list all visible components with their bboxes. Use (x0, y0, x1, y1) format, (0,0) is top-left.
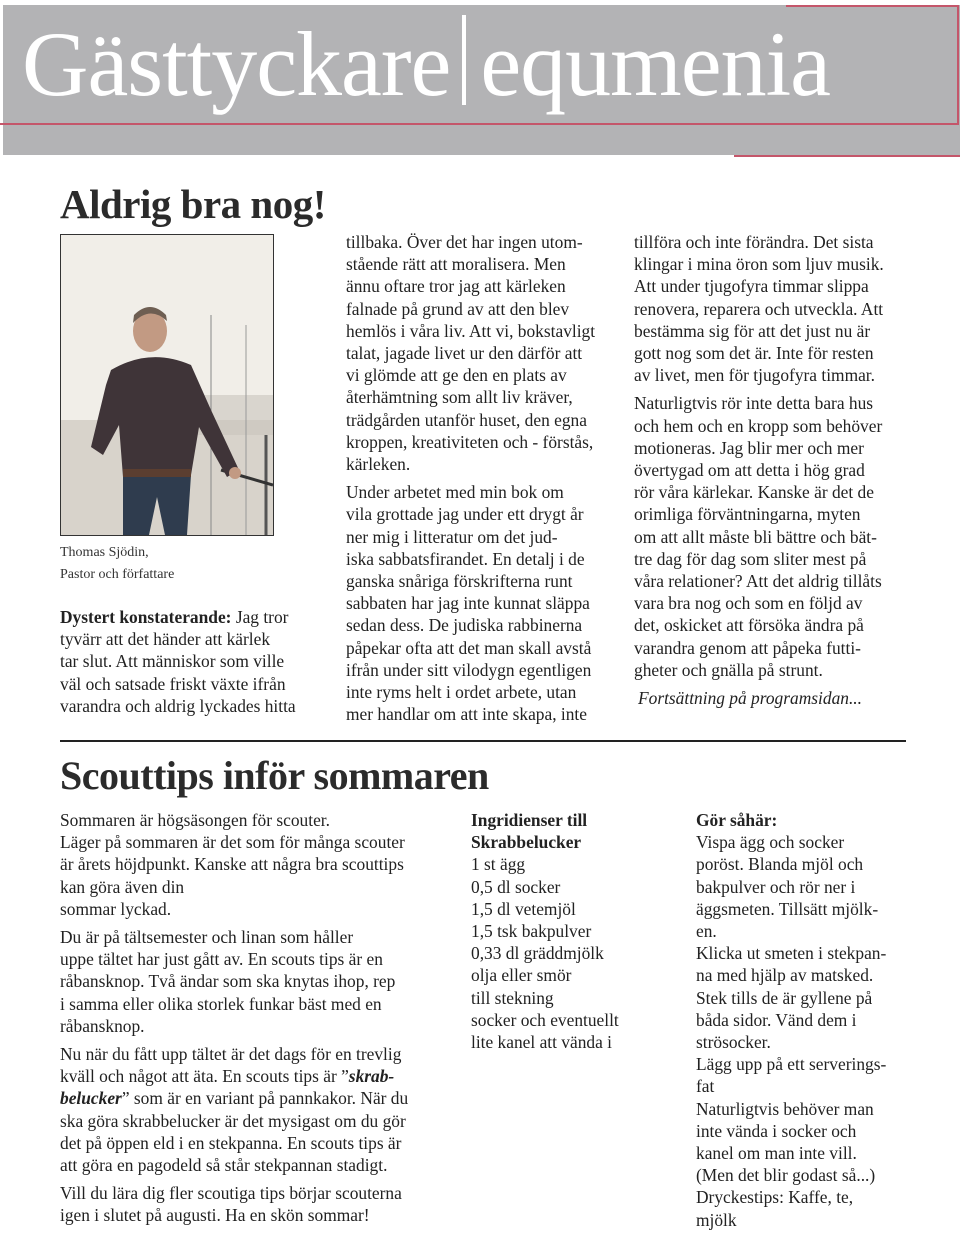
continued-note: Fortsättning på programsidan... (638, 688, 863, 709)
column-2-line: kärleken. (346, 454, 411, 475)
column-3-line: av livet, men för tjugofyra timmar. (634, 365, 875, 386)
header-red-rule (0, 123, 958, 125)
scout-line: Sommaren är högsäsongen för scouter. (60, 810, 330, 830)
column-2-paragraph-1 (346, 231, 626, 475)
column-2-line: ganska snåriga förskrifterna runt (346, 571, 573, 592)
method-line: bakpulver och rör ner i (696, 876, 856, 897)
method-line: Klicka ut smeten i stekpan- (696, 943, 887, 964)
method-line: na med hjälp av matsked. (696, 965, 874, 986)
column-2-line: iska sabbatsfirandet. En detalj i de (346, 548, 585, 569)
column-1-line: tyvärr att det händer att kärlek (60, 629, 271, 650)
section-divider (60, 740, 906, 742)
ingredient-item: till stekning (471, 987, 554, 1008)
method-line: (Men det blir godast så...) (696, 1165, 876, 1186)
column-3-line: om att allt måste bli bättre och bät- (634, 526, 877, 547)
column-1-line: varandra och aldrig lyckades hitta (60, 695, 296, 716)
column-2-line: ifrån under sitt vilodygn egentligen (346, 659, 592, 680)
column-3-line: renovera, reparera och utveckla. Att (634, 298, 884, 319)
column-3-line: varandra genom att påpeka futti- (634, 637, 861, 658)
column-3-line: våra relationer? Att det aldrig tillåts (634, 571, 882, 592)
column-2-line: Under arbetet med min bok om (346, 482, 564, 503)
column-2-line: kroppen, kreativiteten och - förstås, (346, 431, 594, 452)
header-title (22, 4, 830, 124)
author-photo (60, 234, 274, 536)
ingredient-item: socker och eventuellt (471, 1009, 619, 1030)
header-red-rule-top (786, 5, 958, 7)
column-3-line: bestämma sig för att det just nu är (634, 320, 871, 341)
scout-line: Läger på sommaren är det som för många scouter (60, 832, 405, 853)
ingredient-item: 0,5 dl socker (471, 876, 561, 897)
ingredient-item: olja eller smör (471, 965, 572, 986)
column-1-line: väl och satsade friskt växte ifrån (60, 673, 286, 694)
method-title: Gör såhär: (696, 810, 778, 830)
method-line: båda sidor. Vänd dem i (696, 1009, 857, 1030)
column-2-line: vi glömde att ge den en plats av (346, 365, 567, 386)
column-3-line: motioneras. Jag blir mer och mer (634, 437, 864, 458)
method-line: kanel om man inte vill. (696, 1143, 857, 1164)
scout-column-1 (60, 809, 460, 1233)
column-3-line: tillföra och inte förändra. Det sista (634, 232, 874, 252)
column-3-line: det, oskicket att försöka ändra på (634, 615, 864, 636)
scout-line: i samma eller olika storlek funkar bäst med en (60, 993, 382, 1014)
column-3-line: Att under tjugofyra timmar slippa (634, 276, 869, 297)
ingredient-item: 1,5 tsk bakpulver (471, 921, 592, 942)
scout-line: råbansknop. (60, 1015, 145, 1036)
header-separator (462, 15, 466, 105)
method-line: Vispa ägg och socker (696, 832, 845, 853)
method-line: Naturligtvis behöver man (696, 1098, 874, 1119)
header-title-right: equmenia (480, 13, 830, 115)
column-2-line: stående rätt att moralisera. Men (346, 254, 566, 275)
column-3-line: orimliga förväntningarna, myten (634, 504, 861, 525)
caption-role: Pastor och författare (60, 567, 175, 582)
scout-line (60, 1065, 460, 1087)
column-2-line: sedan dess. De judiska rabbinerna (346, 615, 583, 636)
scout-paragraph-4 (60, 1182, 460, 1226)
column-2-line: hemlös i våra liv. Att vi, bokstavligt (346, 320, 596, 341)
page-header-banner (0, 0, 960, 158)
article-column-2 (346, 231, 626, 731)
ingredients-title-line-1: Ingridienser till (471, 810, 588, 830)
article-headline: Aldrig bra nog! (60, 181, 326, 227)
column-3-paragraph-2 (634, 392, 924, 681)
column-2-line: vila grottade jag under ett drygt år (346, 504, 584, 525)
method-line: Stek tills de är gyllene på (696, 987, 873, 1008)
column-3-line: och hem och en kropp som behöver (634, 415, 883, 436)
scout-text: kväll och något att äta. En scouts tips är ” (60, 1066, 349, 1087)
method-line: mjölk (696, 1209, 737, 1230)
column-3-line: övertygad om att detta i hög grad (634, 460, 865, 481)
column-2-line: inte ryms helt i ordet arbete, utan (346, 682, 577, 703)
ingredients-column (471, 809, 671, 1053)
scout-emphasis: skrab- (348, 1066, 395, 1087)
ingredients-title-line-2: Skrabbelucker (471, 832, 582, 853)
scout-emphasis: belucker (60, 1088, 122, 1109)
column-2-line: påpekar ofta att det man skall avstå (346, 637, 592, 658)
column-3-paragraph-1 (634, 231, 924, 386)
intro-lead: Dystert konstaterande: (60, 607, 232, 627)
scout-line: det på öppen eld i en stekpanna. En scouts tips är (60, 1132, 402, 1153)
column-2-line: återhämtning som allt liv kräver, (346, 387, 573, 408)
method-line: strösocker. (696, 1032, 771, 1053)
method-line: Lägg upp på ett serverings- (696, 1054, 887, 1075)
scout-line: kan göra även din (60, 876, 185, 897)
scout-line (60, 1087, 460, 1109)
author-photo-illustration (61, 235, 273, 535)
column-3-line: Naturligtvis rör inte detta bara hus (634, 393, 874, 414)
scout-paragraph-1 (60, 809, 460, 920)
method-line: en. (696, 921, 717, 942)
column-3-line: gott nog som det är. Inte för resten (634, 343, 874, 364)
column-3-line: rör våra kärlekar. Kanske är det de (634, 482, 874, 503)
scout-line: Du är på tältsemester och linan som håller (60, 927, 354, 948)
ingredient-item: 1 st ägg (471, 854, 526, 875)
column-2-line: ner mig i litteratur om det jud- (346, 526, 558, 547)
method-line: poröst. Blanda mjöl och (696, 854, 864, 875)
method-line: inte vända i socker och (696, 1120, 857, 1141)
ingredient-item: 1,5 dl vetemjöl (471, 898, 576, 919)
scout-line: uppe tältet har just gått av. En scouts tips är en (60, 949, 383, 970)
scout-line: ska göra skrabbelucker är det mysigast om du gör (60, 1110, 406, 1131)
scout-text: ” som är en variant på pannkakor. När du (121, 1088, 409, 1109)
ingredient-item: lite kanel att vända i (471, 1032, 613, 1053)
column-3-line: klingar i mina öron som ljuv musik. (634, 254, 884, 275)
column-2-line: trädgården utanför huset, den egna (346, 409, 587, 430)
photo-caption (60, 542, 174, 586)
section-headline: Scouttips inför sommaren (60, 753, 489, 798)
column-1-line: tar slut. Att människor som ville (60, 651, 285, 672)
article-column-3 (634, 231, 924, 715)
intro-line-1 (60, 606, 330, 628)
column-2-line: ännu oftare tror jag att kärleken (346, 276, 566, 297)
scout-line: att göra en pagodeld så står stekpannan stadigt. (60, 1155, 388, 1176)
scout-line: råbansknop. Två ändar som ska knytas ihop, rep (60, 971, 396, 992)
scout-line: Vill du lära dig fler scoutiga tips börjar scouterna (60, 1183, 402, 1204)
column-2-line: talat, jagade livet ur den därför att (346, 343, 583, 364)
column-2-line: mer handlar om att inte skapa, inte (346, 704, 587, 725)
column-2-line: tillbaka. Över det har ingen utom- (346, 232, 583, 252)
intro-text: Jag tror (231, 607, 289, 627)
scout-line: Nu när du fått upp tältet är det dags för en trevlig (60, 1044, 402, 1065)
article-column-1 (60, 606, 330, 717)
column-2-line: falnade på grund av att den blev (346, 298, 570, 319)
ingredient-item: 0,33 dl gräddmjölk (471, 943, 604, 964)
column-3-line: gheter och gnälla på strunt. (634, 659, 823, 680)
column-3-line: tre dag för dag som sliter mest på (634, 548, 867, 569)
header-title-left: Gästtyckare (22, 13, 451, 115)
method-line: fat (696, 1076, 715, 1097)
column-3-line: vara bra nog och som en följd av (634, 593, 863, 614)
method-column (696, 809, 936, 1231)
column-2-line: sabbaten har jag inte kunnat släppa (346, 593, 590, 614)
scout-line: igen i slutet på augusti. Ha en skön sommar! (60, 1205, 370, 1226)
scout-line: sommar lyckad. (60, 898, 172, 919)
scout-paragraph-2 (60, 926, 460, 1037)
header-red-rule-right (957, 5, 959, 125)
method-line: äggsmeten. Tillsätt mjölk- (696, 898, 879, 919)
scout-paragraph-3 (60, 1043, 460, 1176)
scout-line: är årets höjdpunkt. Kanske att några bra scouttips (60, 854, 404, 875)
header-red-rule-bottom (734, 155, 960, 157)
method-line: Dryckestips: Kaffe, te, (696, 1187, 854, 1208)
column-2-paragraph-2 (346, 481, 626, 725)
caption-name: Thomas Sjödin, (60, 545, 149, 560)
